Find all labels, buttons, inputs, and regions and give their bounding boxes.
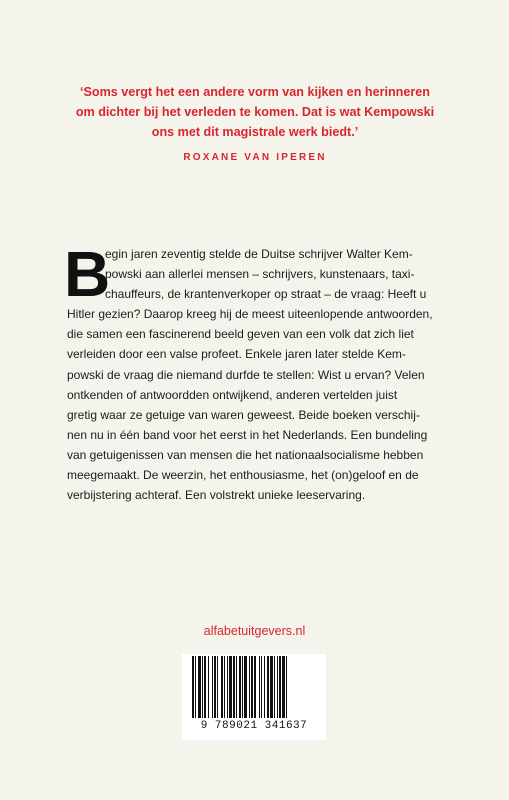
- body-line: verleiden door een valse profeet. Enkele jaren later stelde Kem-: [67, 347, 406, 362]
- body-line: verbijstering achteraf. Een volstrekt unieke leeservaring.: [67, 488, 366, 503]
- barcode-bar: [208, 656, 209, 718]
- barcode-bar: [270, 656, 273, 718]
- barcode-bar: [286, 656, 287, 718]
- barcode-bar: [254, 656, 256, 718]
- barcode-bar: [224, 656, 225, 718]
- barcode-bar: [274, 656, 275, 718]
- body-line: van getuigenissen van mensen die het nationaalsocialisme hebben: [67, 447, 424, 462]
- body-line: nen nu in één band voor het eerst in het Nederlands. Een bundeling: [67, 427, 428, 442]
- barcode-bar: [229, 656, 232, 718]
- barcode-bar: [202, 656, 203, 718]
- barcode-bar: [251, 656, 253, 718]
- barcode-bar: [242, 656, 243, 718]
- barcode-bar: [261, 656, 262, 718]
- barcode-bar: [267, 656, 269, 718]
- body-line: gretig waar ze getuige van waren geweest. Beide boeken verschij-: [67, 407, 420, 422]
- barcode-bar: [212, 656, 213, 718]
- barcode-bar: [233, 656, 235, 718]
- body-line: ontkenden of antwoordden ontwijkend, anderen vertelden juist: [67, 387, 398, 402]
- barcode-bar: [198, 656, 201, 718]
- quote-line: ons met dit magistrale werk biedt.’: [151, 125, 359, 139]
- barcode-bar: [249, 656, 250, 718]
- body-line: powski aan allerlei mensen – schrijvers, kunstenaars, taxi-: [105, 267, 415, 282]
- barcode-bar: [192, 656, 194, 718]
- barcode-bar: [214, 656, 216, 718]
- barcode-bars-icon: [192, 656, 316, 718]
- isbn-number: 9 789021 341637: [200, 720, 308, 732]
- barcode-bar: [279, 656, 281, 718]
- barcode-bar: [204, 656, 206, 718]
- barcode-bar: [264, 656, 265, 718]
- barcode-bar: [259, 656, 260, 718]
- body-line: chauffeurs, de krantenverkoper op straat – de vraag: Heeft u: [105, 287, 427, 302]
- description-text: [67, 244, 447, 505]
- publisher-url: alfabetuitgevers.nl: [203, 624, 306, 638]
- barcode-bar: [277, 656, 278, 718]
- barcode-bar: [227, 656, 228, 718]
- barcode-bar: [236, 656, 237, 718]
- body-line: powski de vraag die niemand durfde te stellen: Wist u ervan? Velen: [67, 367, 425, 382]
- barcode-bar: [239, 656, 241, 718]
- barcode-bar: [221, 656, 223, 718]
- drop-cap: B: [64, 238, 111, 310]
- barcode-bar: [282, 656, 285, 718]
- body-line: Hitler gezien? Daarop kreeg hij de meest uiteenlopende antwoorden,: [67, 307, 433, 322]
- barcode-bar: [195, 656, 196, 718]
- quote-author: ROXANE VAN IPEREN: [183, 152, 327, 163]
- quote-line: om dichter bij het verleden te komen. Dat is wat Kempowski: [75, 105, 435, 119]
- quote-line: ‘Soms vergt het een andere vorm van kijken en herinneren: [80, 85, 430, 99]
- barcode-bar: [244, 656, 247, 718]
- barcode: [182, 654, 326, 740]
- barcode-bar: [217, 656, 218, 718]
- body-line: meegemaakt. De weerzin, het enthousiasme, het (on)geloof en de: [67, 468, 419, 483]
- body-line: die samen een fascinerend beeld geven van een volk dat zich liet: [67, 327, 414, 342]
- body-line: egin jaren zeventig stelde de Duitse schrijver Walter Kem-: [105, 247, 413, 261]
- blurb-quote: [40, 82, 470, 142]
